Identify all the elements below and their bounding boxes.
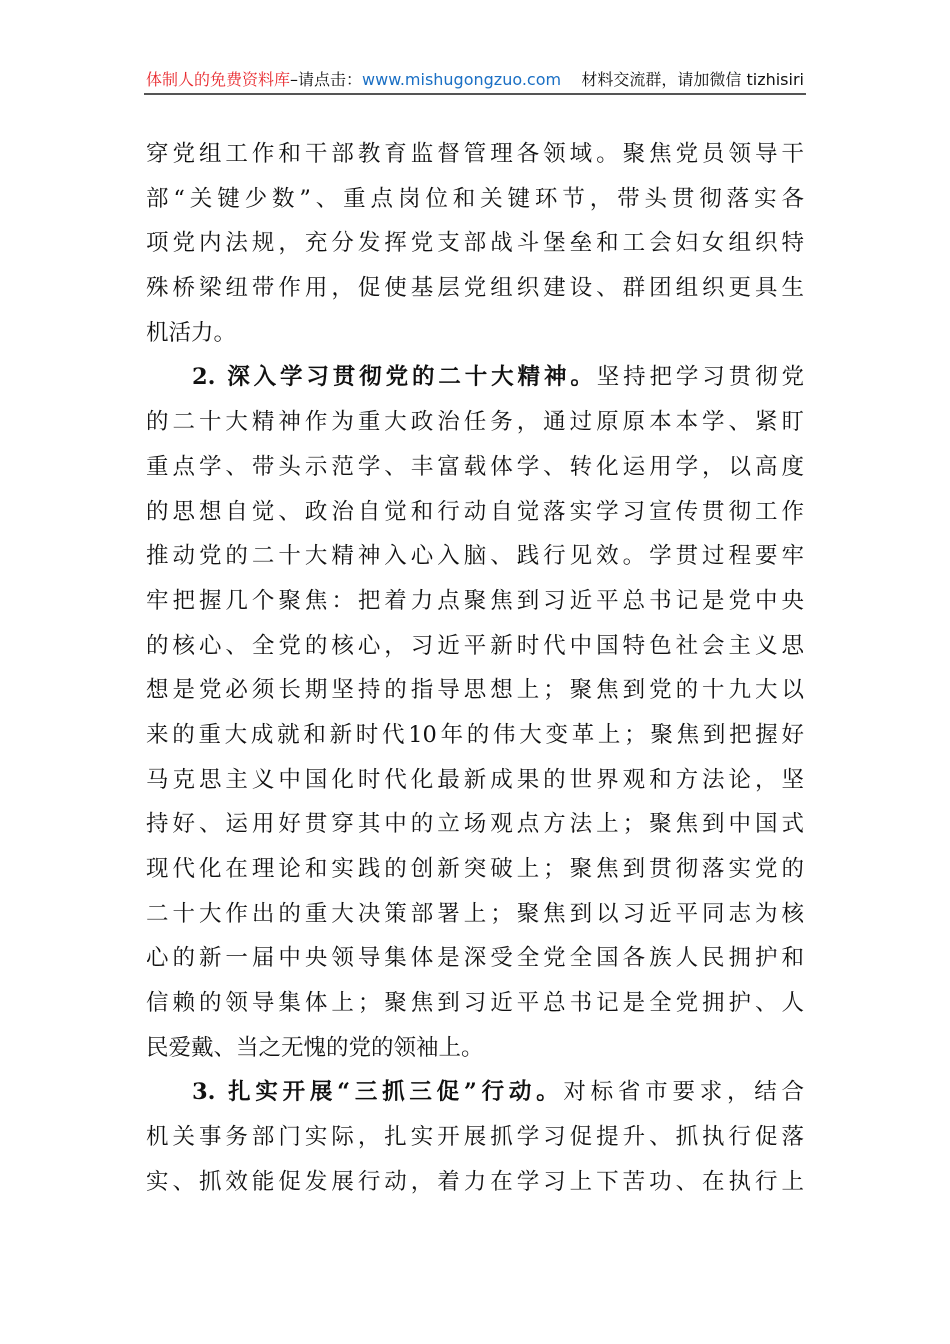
line-text: 坚持把学习贯彻党 (596, 364, 804, 391)
text-line (146, 132, 804, 177)
line-text: 马克思主义中国化时代化最新成果的世界观和方法论，坚 (146, 766, 804, 793)
text-line (146, 311, 804, 356)
document-body (146, 132, 804, 1205)
header-divider (144, 93, 806, 95)
line-text: 的思想自觉、政治自觉和行动自觉落实学习宣传贯彻工作 (146, 498, 804, 525)
text-line (146, 892, 804, 937)
line-text: 牢把握几个聚焦：把着力点聚焦到习近平总书记是党中央 (146, 587, 804, 614)
line-text: 推动党的二十大精神入心入脑、践行见效。学贯过程要牢 (146, 543, 804, 570)
text-line (146, 355, 804, 400)
text-line (146, 177, 804, 222)
text-line (146, 221, 804, 266)
page-header (146, 68, 804, 92)
text-line (146, 981, 804, 1026)
text-line (146, 802, 804, 847)
text-line (146, 1070, 804, 1115)
text-line (146, 668, 804, 713)
header-suffix: 材料交流群，请加微信 tizhisiri (581, 70, 804, 89)
line-text: 信赖的领导集体上；聚焦到习近平总书记是全党拥护、人 (146, 990, 804, 1017)
line-text: 民爱戴、当之无愧的党的领袖上。 (146, 1034, 484, 1061)
header-brand: 体制人的免费资料库 (146, 70, 291, 89)
text-line (146, 624, 804, 669)
line-text: 实、抓效能促发展行动，着力在学习上下苦功、在执行上 (146, 1168, 804, 1195)
text-line (146, 1026, 804, 1071)
text-line (146, 713, 804, 758)
text-line (146, 445, 804, 490)
line-text: 心的新一届中央领导集体是深受全党全国各族人民拥护和 (146, 945, 804, 972)
line-text: 部“关键少数”、重点岗位和关键环节，带头贯彻落实各 (146, 185, 804, 212)
line-text: 来的重大成就和新时代10年的伟大变革上；聚焦到把握好 (146, 721, 804, 748)
line-text: 持好、运用好贯穿其中的立场观点方法上；聚焦到中国式 (146, 811, 804, 838)
text-line (146, 1115, 804, 1160)
line-text: 的二十大精神作为重大政治任务，通过原原本本学、紧盯 (146, 409, 804, 436)
text-line (146, 758, 804, 803)
header-prompt: –请点击： (290, 70, 363, 89)
line-text: 穿党组工作和干部教育监督管理各领域。聚焦党员领导干 (146, 141, 804, 167)
line-text: 重点学、带头示范学、丰富载体学、转化运用学，以高度 (146, 453, 804, 480)
text-line (146, 400, 804, 445)
line-text: 二十大作出的重大决策部署上；聚焦到以习近平同志为核 (146, 900, 804, 927)
line-text: 项党内法规，充分发挥党支部战斗堡垒和工会妇女组织特 (146, 230, 804, 257)
line-text: 殊桥梁纽带作用，促使基层党组织建设、群团组织更具生 (146, 275, 804, 302)
section-heading: 2. 深入学习贯彻党的二十大精神。 (192, 364, 597, 391)
line-text: 机关事务部门实际，扎实开展抓学习促提升、抓执行促落 (146, 1124, 804, 1151)
text-line (146, 936, 804, 981)
line-text: 想是党必须长期坚持的指导思想上；聚焦到党的十九大以 (146, 677, 804, 704)
line-text: 机活力。 (146, 319, 237, 346)
section-heading: 3. 扎实开展“三抓三促”行动。 (192, 1079, 564, 1106)
text-line (146, 847, 804, 892)
line-text: 现代化在理论和实践的创新突破上；聚焦到贯彻落实党的 (146, 856, 804, 882)
text-line (146, 534, 804, 579)
text-line (146, 490, 804, 535)
line-text: 对标省市要求，结合 (563, 1079, 804, 1106)
header-url-link[interactable]: www.mishugongzuo.com (362, 70, 562, 89)
text-line (146, 1160, 804, 1205)
text-line (146, 266, 804, 311)
text-line (146, 579, 804, 624)
line-text: 的核心、全党的核心，习近平新时代中国特色社会主义思 (146, 632, 804, 659)
